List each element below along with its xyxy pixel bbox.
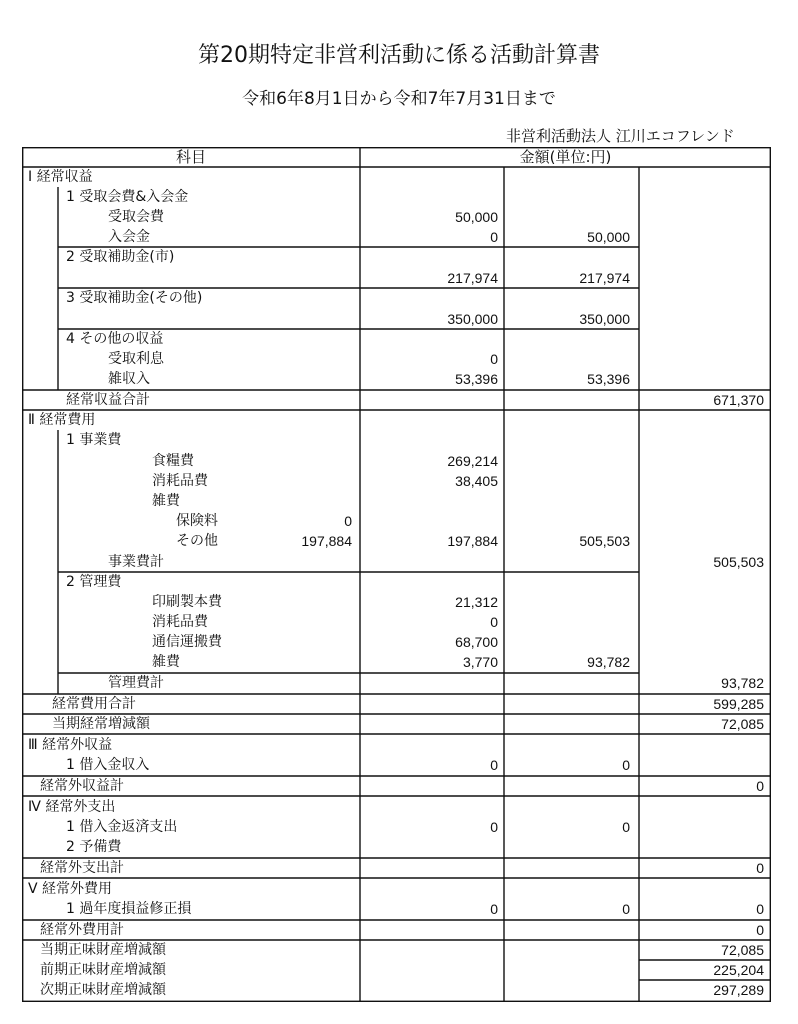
subtotal-label: 経常外支出計 <box>40 860 124 876</box>
amount-cell: 21,312 <box>455 594 498 610</box>
column-header-subject: 科目 <box>175 148 206 166</box>
amount-cell: 0 <box>622 819 630 835</box>
net-assets-label: 当期正味財産増減額 <box>40 942 166 958</box>
amount-cell: 350,000 <box>447 311 498 327</box>
amount-cell: 50,000 <box>587 229 630 245</box>
amount-cell: 53,396 <box>587 371 630 387</box>
amount-cell: 0 <box>490 229 498 245</box>
amount-cell: 38,405 <box>455 473 498 489</box>
amount-cell: 68,700 <box>455 634 498 650</box>
total-cell: 0 <box>756 860 764 876</box>
row-label: 4 その他の収益 <box>66 331 164 347</box>
row-label: 2 受取補助金(市) <box>66 249 175 265</box>
amount-cell: 0 <box>490 901 498 917</box>
section-heading: Ⅳ 経常外支出 <box>28 799 116 815</box>
total-cell: 0 <box>756 922 764 938</box>
section-heading: Ⅱ 経常費用 <box>28 412 96 428</box>
row-label: 2 予備費 <box>66 839 122 855</box>
row-label: 入会金 <box>108 229 150 245</box>
row-label: 雑費 <box>152 493 180 509</box>
row-label: 1 借入金収入 <box>66 757 150 773</box>
amount-cell: 269,214 <box>447 453 498 469</box>
row-label: 受取利息 <box>108 351 164 367</box>
total-cell: 225,204 <box>713 962 764 978</box>
fiscal-period: 令和6年8月1日から令和7年7月31日まで <box>242 89 556 109</box>
section-heading: Ⅰ 経常収益 <box>28 169 93 185</box>
amount-cell: 0 <box>490 614 498 630</box>
amount-cell: 53,396 <box>455 371 498 387</box>
amount-cell: 3,770 <box>462 654 498 670</box>
section-heading: Ⅲ 経常外収益 <box>28 737 113 753</box>
total-cell: 0 <box>756 901 764 917</box>
column-header-amount: 金額(単位:円) <box>519 148 612 166</box>
section-heading: Ⅴ 経常外費用 <box>28 881 113 897</box>
total-cell: 505,503 <box>713 554 764 570</box>
total-cell: 0 <box>756 778 764 794</box>
total-cell: 671,370 <box>713 392 764 408</box>
row-label: 保険料 <box>176 513 218 529</box>
subtotal-label: 事業費計 <box>108 554 164 570</box>
amount-cell: 0 <box>622 901 630 917</box>
net-assets-label: 次期正味財産増減額 <box>40 982 166 998</box>
amount-cell: 350,000 <box>579 311 630 327</box>
total-cell: 72,085 <box>721 942 764 958</box>
subtotal-label: 管理費計 <box>108 675 164 691</box>
subtotal-label: 経常収益合計 <box>66 392 150 408</box>
net-assets-label: 前期正味財産増減額 <box>40 962 166 978</box>
total-cell: 72,085 <box>721 716 764 732</box>
total-cell: 297,289 <box>713 982 764 998</box>
subtotal-label: 経常外費用計 <box>40 922 124 938</box>
amount-cell: 0 <box>622 757 630 773</box>
row-label: 通信運搬費 <box>152 634 222 650</box>
amount-cell: 197,884 <box>301 533 352 549</box>
total-cell: 93,782 <box>721 675 764 691</box>
amount-cell: 505,503 <box>579 533 630 549</box>
row-label: 1 過年度損益修正損 <box>66 901 192 917</box>
total-cell: 599,285 <box>713 696 764 712</box>
amount-cell: 217,974 <box>579 270 630 286</box>
amount-cell: 217,974 <box>447 270 498 286</box>
amount-cell: 0 <box>490 757 498 773</box>
row-label: 1 借入金返済支出 <box>66 819 178 835</box>
amount-cell: 0 <box>490 819 498 835</box>
row-label: 1 受取会費&入会金 <box>66 189 189 205</box>
amount-cell: 0 <box>490 351 498 367</box>
row-label: 消耗品費 <box>152 614 208 630</box>
row-label: 雑収入 <box>108 371 150 387</box>
organization-name: 非営利活動法人 江川エコフレンド <box>506 127 735 145</box>
amount-cell: 197,884 <box>447 533 498 549</box>
row-label: 2 管理費 <box>66 574 122 590</box>
row-label: その他 <box>176 533 218 549</box>
row-label: 雑費 <box>152 654 180 670</box>
amount-cell: 50,000 <box>455 209 498 225</box>
row-label: 1 事業費 <box>66 432 122 448</box>
subtotal-label: 経常費用合計 <box>52 696 136 712</box>
amount-cell: 93,782 <box>587 654 630 670</box>
document-title: 第20期特定非営利活動に係る活動計算書 <box>198 43 600 68</box>
row-label: 消耗品費 <box>152 473 208 489</box>
row-label: 食糧費 <box>152 453 194 469</box>
statement-table <box>22 147 771 1002</box>
subtotal-label: 当期経常増減額 <box>52 716 150 732</box>
row-label: 受取会費 <box>108 209 164 225</box>
row-label: 印刷製本費 <box>152 594 222 610</box>
row-label: 3 受取補助金(その他) <box>66 290 203 306</box>
amount-cell: 0 <box>344 513 352 529</box>
subtotal-label: 経常外収益計 <box>40 778 124 794</box>
